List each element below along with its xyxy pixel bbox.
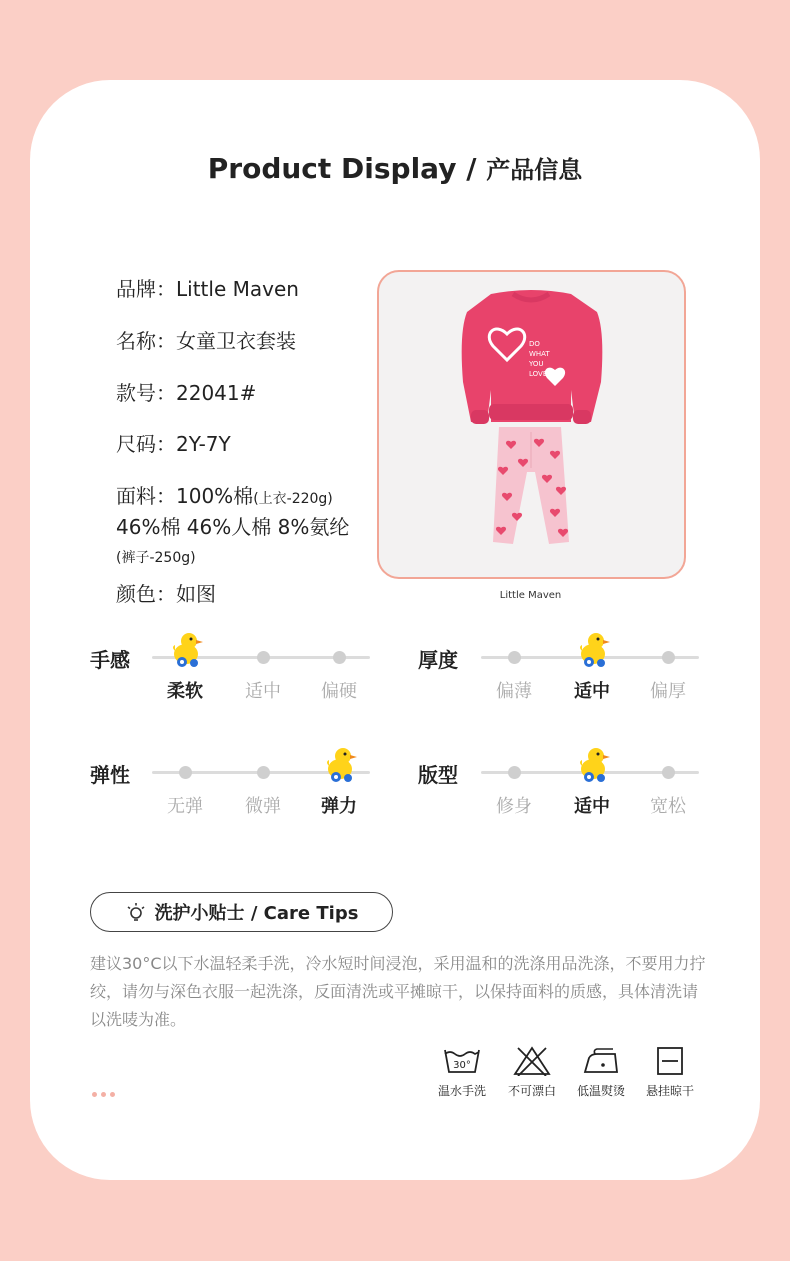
scale-dot xyxy=(179,766,192,779)
wash-30-icon xyxy=(442,1046,482,1076)
spec-label: 颜色： xyxy=(116,582,176,606)
duck-marker-icon xyxy=(323,744,359,784)
scale-dot xyxy=(257,651,270,664)
page-title xyxy=(0,150,790,185)
title-cn: 产品信息 xyxy=(486,156,583,184)
leggings-image xyxy=(493,427,569,544)
attribute-title: 厚度 xyxy=(418,648,458,672)
spec-label: 款号： xyxy=(116,381,176,405)
spec-label: 面料： xyxy=(116,484,176,508)
shirt-text: YOU xyxy=(529,360,544,368)
spec-fabric xyxy=(116,482,376,572)
no-bleach-icon xyxy=(512,1046,552,1076)
duck-marker-icon xyxy=(576,629,612,669)
care-label: 悬挂晾干 xyxy=(645,1084,694,1098)
product-photo xyxy=(377,270,686,579)
scale-option-label: 无弹 xyxy=(167,796,203,817)
care-bleach xyxy=(497,1046,567,1099)
fabric-line2: 46%棉 46%人棉 8%氨纶 xyxy=(116,515,350,539)
shirt-text: LOVE xyxy=(529,370,548,378)
attribute-title: 版型 xyxy=(418,763,458,787)
scale-dot xyxy=(508,766,521,779)
iron-low-icon xyxy=(581,1046,621,1076)
care-label: 不可漂白 xyxy=(507,1084,556,1098)
scale-option-label: 柔软 xyxy=(167,681,203,702)
scale-option-label: 适中 xyxy=(574,796,610,817)
spec-value: 2Y-7Y xyxy=(176,432,231,456)
spec-label: 名称： xyxy=(116,329,176,353)
care-tips-title: 洗护小贴士 / Care Tips xyxy=(154,903,359,924)
spec-color xyxy=(116,580,216,608)
care-wash xyxy=(427,1046,497,1099)
scale-option-label: 宽松 xyxy=(650,796,686,817)
spec-label: 尺码： xyxy=(116,432,176,456)
care-label: 温水手洗 xyxy=(437,1084,486,1098)
scale-option-label: 微弹 xyxy=(245,796,281,817)
care-hang xyxy=(635,1046,705,1099)
attribute-title: 弹性 xyxy=(90,763,130,787)
decorative-dots xyxy=(92,1092,115,1097)
care-tips-body: 建议30°C以下水温轻柔手洗，冷水短时间浸泡，采用温和的洗涤用品洗涤，不要用力拧绞，请勿与深色衣服一起洗涤，反面清洗或平摊晾干，以保持面料的质感，具体清洗请以洗唛为准。 xyxy=(90,954,706,1029)
scale-dot xyxy=(508,651,521,664)
scale-option-label: 偏厚 xyxy=(650,681,686,702)
spec-value: 100%棉 xyxy=(176,484,254,508)
scale-dot xyxy=(662,651,675,664)
wash-temp: 30° xyxy=(453,1060,471,1071)
photo-caption: Little Maven xyxy=(499,590,562,601)
scale-dot xyxy=(257,766,270,779)
shirt-text: WHAT xyxy=(529,350,550,358)
scale-option-label: 弹力 xyxy=(321,796,357,817)
scale-option-label: 适中 xyxy=(574,681,610,702)
scale-option-label: 偏硬 xyxy=(321,681,357,702)
care-label: 低温熨烫 xyxy=(576,1084,625,1098)
care-tips-pill xyxy=(90,892,393,932)
spec-value: 如图 xyxy=(176,582,216,606)
spec-value: Little Maven xyxy=(176,277,299,301)
spec-value: 女童卫衣套装 xyxy=(176,329,296,353)
scale-dot xyxy=(662,766,675,779)
care-iron xyxy=(566,1046,636,1099)
spec-sku xyxy=(116,379,256,407)
attribute-title: 手感 xyxy=(90,648,130,672)
spec-name xyxy=(116,327,296,355)
fabric-top-note: (上衣-220g) xyxy=(253,491,333,507)
spec-brand xyxy=(116,275,299,303)
scale-dot xyxy=(333,651,346,664)
spec-value: 22041# xyxy=(176,381,257,405)
title-separator: / xyxy=(456,152,487,185)
scale-option-label: 修身 xyxy=(496,796,532,817)
lightbulb-icon xyxy=(125,901,147,923)
spec-size xyxy=(116,430,231,458)
scale-option-label: 偏薄 xyxy=(496,681,532,702)
fabric-pants-note: (裤子-250g) xyxy=(116,550,196,566)
shirt-text: DO xyxy=(529,340,540,348)
duck-marker-icon xyxy=(169,629,205,669)
spec-label: 品牌： xyxy=(116,277,176,301)
scale-option-label: 适中 xyxy=(245,681,281,702)
sweatshirt-image xyxy=(462,290,603,424)
duck-marker-icon xyxy=(576,744,612,784)
hang-dry-icon xyxy=(650,1046,690,1076)
title-en: Product Display xyxy=(207,152,457,185)
